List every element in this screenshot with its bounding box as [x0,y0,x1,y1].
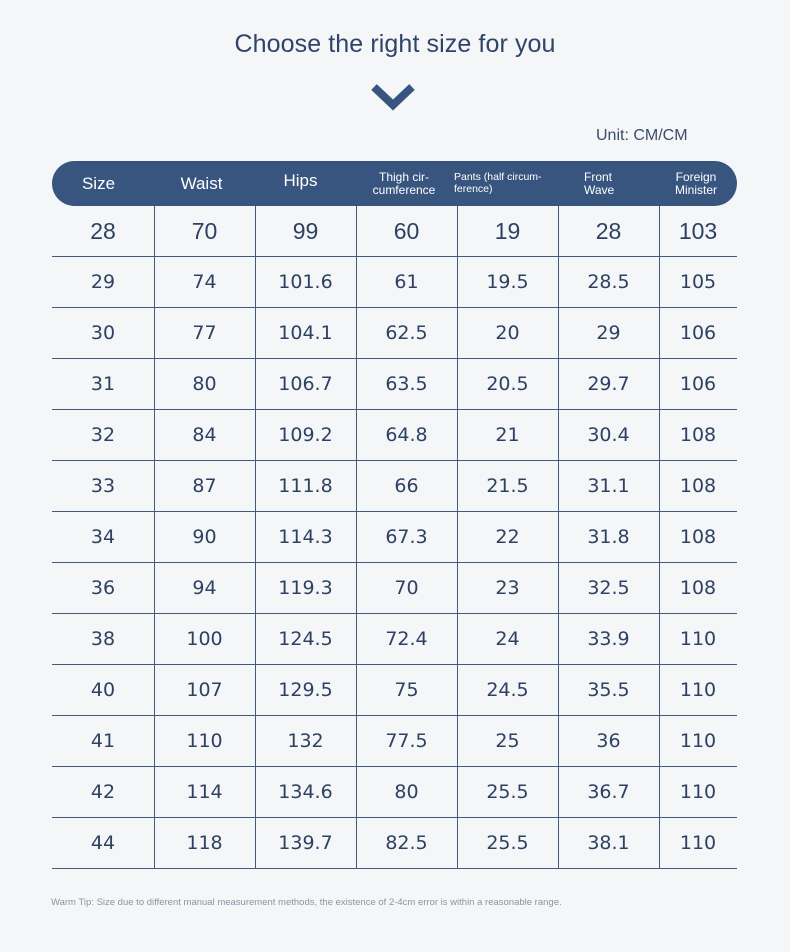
table-cell: 28.5 [587,271,630,293]
table-cell: 25 [495,730,520,752]
table-cell: 104.1 [278,322,333,344]
table-cell: 20 [495,322,520,344]
table-cell: 99 [292,217,319,244]
table-cell: 24 [495,628,520,650]
table-cell: 107 [186,679,223,701]
table-cell: 105 [679,271,717,293]
table-cell: 29.7 [587,373,630,395]
table-cell: 61 [394,271,419,293]
column-divider [457,206,458,868]
table-cell: 60 [393,217,420,244]
table-cell: 84 [192,424,217,446]
table-cell: 103 [678,217,718,244]
table-cell: 82.5 [385,832,428,854]
table-cell: 33.9 [587,628,630,650]
table-cell: 70 [394,577,419,599]
table-cell: 20.5 [486,373,529,395]
table-cell: 31.1 [587,475,630,497]
table-cell: 66 [394,475,419,497]
table-cell: 36 [596,730,621,752]
table-cell: 80 [394,781,419,803]
table-cell: 108 [679,424,717,446]
page-title: Choose the right size for you [234,30,556,58]
table-cell: 19 [494,217,521,244]
table-cell: 44 [90,832,116,854]
table-cell: 64.8 [385,424,428,446]
table-cell: 124.5 [278,628,333,650]
column-divider [356,206,357,868]
table-cell: 100 [186,628,223,650]
table-cell: 33 [90,475,116,497]
column-divider [659,206,660,868]
table-cell: 74 [192,271,217,293]
table-cell: 22 [495,526,520,548]
column-header-pants: Pants (half circum- ference) [454,171,542,195]
table-cell: 114 [186,781,223,803]
table-cell: 31.8 [587,526,630,548]
table-cell: 110 [186,730,223,752]
table-cell: 42 [90,781,116,803]
table-cell: 108 [679,577,717,599]
table-cell: 106 [679,322,717,344]
table-cell: 21.5 [486,475,529,497]
table-cell: 111.8 [278,475,333,497]
table-cell: 30.4 [587,424,630,446]
table-cell: 70 [191,217,218,244]
table-cell: 108 [679,475,717,497]
table-cell: 36.7 [587,781,630,803]
column-divider [154,206,155,868]
table-cell: 106.7 [278,373,333,395]
table-cell: 62.5 [385,322,428,344]
table-cell: 25.5 [486,781,529,803]
table-cell: 32 [90,424,116,446]
table-cell: 41 [90,730,116,752]
table-cell: 80 [192,373,217,395]
table-cell: 67.3 [385,526,428,548]
table-cell: 106 [679,373,717,395]
unit-label: Unit: CM/CM [596,127,688,144]
table-cell: 38 [90,628,116,650]
warm-tip: Warm Tip: Size due to different manual measurement methods, the existence of 2-4cm error is within a reasonable range. [51,897,562,908]
table-cell: 31 [90,373,116,395]
column-header-foreign-minister: Foreign Minister [674,169,717,197]
column-header-front-wave: Front Wave [584,169,615,197]
table-cell: 87 [192,475,217,497]
table-cell: 35.5 [587,679,630,701]
table-cell: 30 [90,322,116,344]
column-header-size: Size [81,173,116,193]
table-cell: 110 [679,832,717,854]
table-cell: 77.5 [385,730,428,752]
table-cell: 110 [679,628,717,650]
column-header-hips: Hips [283,170,318,190]
table-cell: 101.6 [278,271,333,293]
table-cell: 110 [679,781,717,803]
table-cell: 72.4 [385,628,428,650]
table-cell: 63.5 [385,373,428,395]
chevron-down-icon [370,82,416,112]
table-cell: 134.6 [278,781,333,803]
table-cell: 108 [679,526,717,548]
table-cell: 94 [192,577,217,599]
table-cell: 114.3 [278,526,333,548]
table-header [52,161,737,206]
table-cell: 109.2 [278,424,333,446]
table-cell: 110 [679,730,717,752]
table-cell: 75 [394,679,419,701]
table-cell: 28 [90,217,116,244]
column-header-waist: Waist [180,173,223,193]
table-cell: 21 [495,424,520,446]
table-cell: 25.5 [486,832,529,854]
table-cell: 34 [90,526,116,548]
table-cell: 29 [90,271,116,293]
table-cell: 23 [495,577,520,599]
table-cell: 139.7 [278,832,333,854]
table-cell: 129.5 [278,679,333,701]
table-cell: 118 [186,832,223,854]
table-cell: 119.3 [278,577,333,599]
table-cell: 77 [192,322,217,344]
table-cell: 29 [596,322,621,344]
table-cell: 24.5 [486,679,529,701]
table-cell: 19.5 [486,271,529,293]
column-header-thigh: Thigh cir- cumference [372,169,436,197]
column-divider [558,206,559,868]
table-cell: 28 [595,217,622,244]
table-cell: 36 [90,577,116,599]
column-divider [255,206,256,868]
table-cell: 132 [287,730,324,752]
table-cell: 40 [90,679,116,701]
table-cell: 110 [679,679,717,701]
table-cell: 32.5 [587,577,630,599]
table-cell: 38.1 [587,832,630,854]
table-cell: 90 [192,526,217,548]
